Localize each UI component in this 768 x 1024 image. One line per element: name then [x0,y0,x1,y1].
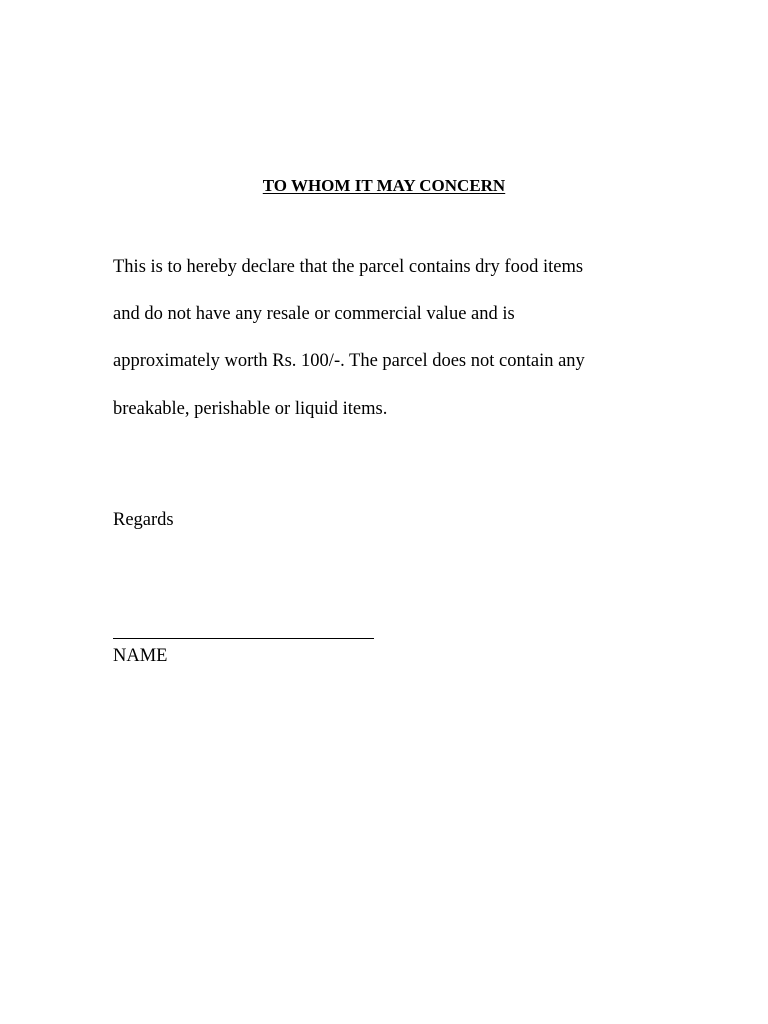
declaration-line-1: This is to hereby declare that the parcel contains dry food items [113,257,584,277]
declaration-line-2: and do not have any resale or commercial value and is [113,304,515,324]
document-title: TO WHOM IT MAY CONCERN [262,176,506,195]
closing-regards: Regards [113,510,174,530]
declaration-line-3: approximately worth Rs. 100/-. The parcel does not contain any [113,351,585,371]
signature-line [113,638,374,639]
declaration-line-4: breakable, perishable or liquid items. [113,399,388,419]
signature-name: NAME [113,646,168,666]
